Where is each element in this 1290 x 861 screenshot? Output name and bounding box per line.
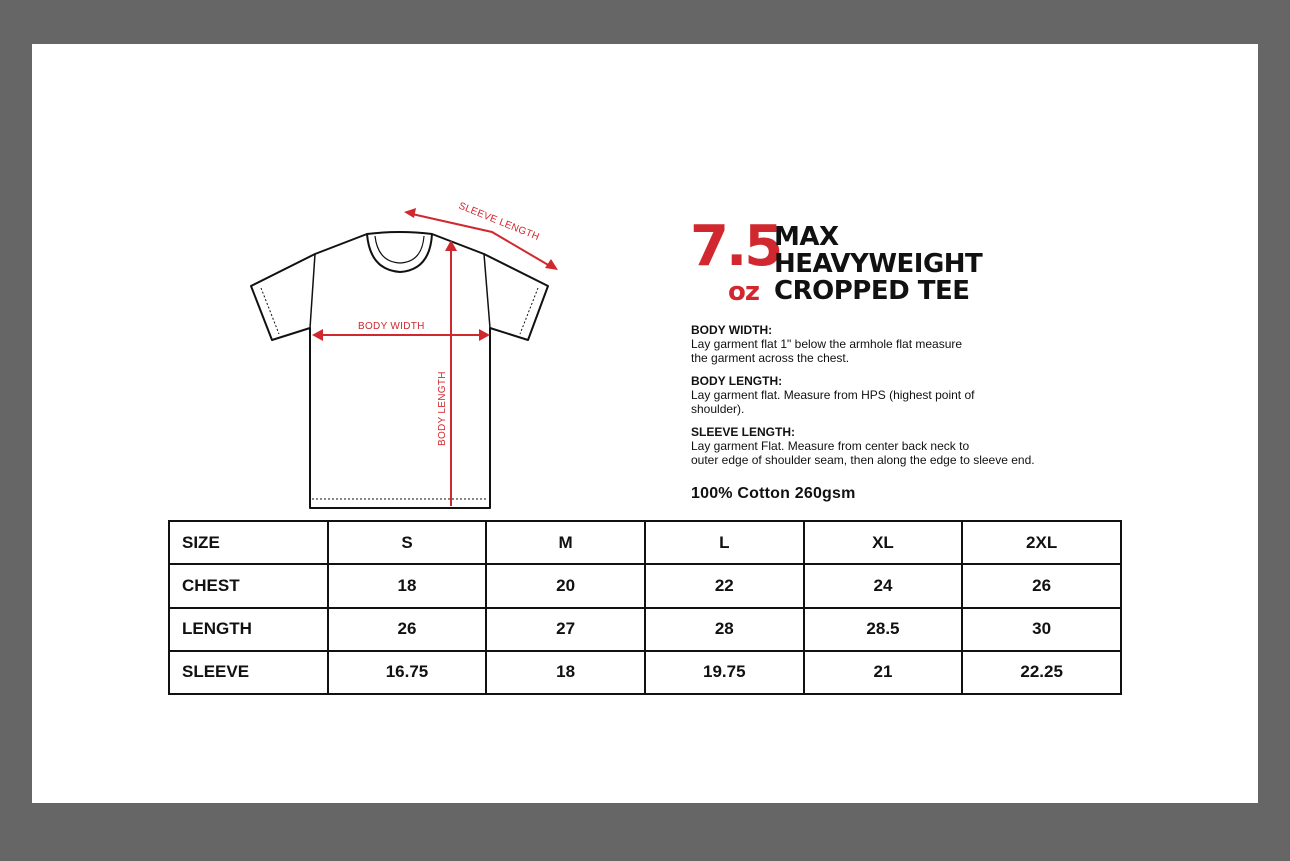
table-header-cell: XL: [804, 521, 963, 564]
table-cell: 22: [645, 564, 804, 607]
fabric-spec: 100% Cotton 260gsm: [691, 485, 856, 502]
table-cell: 27: [486, 608, 645, 651]
table-cell: 18: [328, 564, 487, 607]
weight-unit: oz: [728, 277, 759, 307]
table-cell: 30: [962, 608, 1121, 651]
table-cell: 22.25: [962, 651, 1121, 694]
note-line: Lay garment flat. Measure from HPS (highest point of: [691, 388, 975, 402]
row-label: LENGTH: [169, 608, 328, 651]
body-length-label: BODY LENGTH: [437, 371, 448, 446]
table-cell: 16.75: [328, 651, 487, 694]
table-row: [169, 564, 1121, 607]
right-sleeve-seam: [484, 254, 490, 328]
note-line: the garment across the chest.: [691, 351, 850, 365]
table-header-row: [169, 521, 1121, 564]
size-table: [168, 520, 1122, 695]
table-header-cell: 2XL: [962, 521, 1121, 564]
table-header-cell: M: [486, 521, 645, 564]
note-body-width: [691, 324, 1091, 365]
weight-value: 7.5: [690, 214, 781, 279]
sleeve-arrow-head-start: [404, 208, 416, 218]
tshirt-collar: [367, 234, 432, 272]
note-heading: BODY LENGTH:: [691, 374, 783, 388]
title-line-1: MAX: [774, 222, 839, 252]
note-body-length: [691, 375, 1091, 416]
note-sleeve-length: [691, 426, 1091, 467]
width-arrow-head-left: [312, 329, 323, 341]
title-line-3: CROPPED TEE: [774, 276, 970, 306]
table-header-cell: S: [328, 521, 487, 564]
sleeve-length-label: SLEEVE LENGTH: [456, 200, 541, 244]
note-heading: SLEEVE LENGTH:: [691, 425, 796, 439]
table-header-cell: L: [645, 521, 804, 564]
right-cuff-stitch: [520, 288, 538, 334]
note-heading: BODY WIDTH:: [691, 323, 773, 337]
table-cell: 18: [486, 651, 645, 694]
note-line: shoulder).: [691, 402, 745, 416]
table-cell: 28.5: [804, 608, 963, 651]
table-row: [169, 651, 1121, 694]
row-label: CHEST: [169, 564, 328, 607]
tshirt-outline: [251, 232, 548, 508]
row-label: SLEEVE: [169, 651, 328, 694]
note-line: Lay garment flat 1" below the armhole flat measure: [691, 337, 963, 351]
length-arrow-head-top: [445, 240, 457, 251]
product-title-logo: [690, 214, 1030, 307]
table-row: [169, 608, 1121, 651]
table-cell: 20: [486, 564, 645, 607]
table-cell: 26: [962, 564, 1121, 607]
measurement-notes: [691, 324, 1091, 477]
body-width-label: BODY WIDTH: [358, 321, 425, 332]
table-cell: 26: [328, 608, 487, 651]
tshirt-collar-inner: [375, 236, 424, 263]
table-cell: 19.75: [645, 651, 804, 694]
table-header-cell: SIZE: [169, 521, 328, 564]
table-cell: 24: [804, 564, 963, 607]
title-line-2: HEAVYWEIGHT: [774, 249, 983, 279]
width-arrow-head-right: [479, 329, 490, 341]
table-cell: 21: [804, 651, 963, 694]
table-cell: 28: [645, 608, 804, 651]
note-line: outer edge of shoulder seam, then along the edge to sleeve end.: [691, 453, 1035, 467]
note-line: Lay garment Flat. Measure from center back neck to: [691, 439, 970, 453]
size-chart-sheet: [32, 44, 1258, 803]
left-cuff-stitch: [261, 288, 279, 334]
left-sleeve-seam: [310, 254, 315, 328]
